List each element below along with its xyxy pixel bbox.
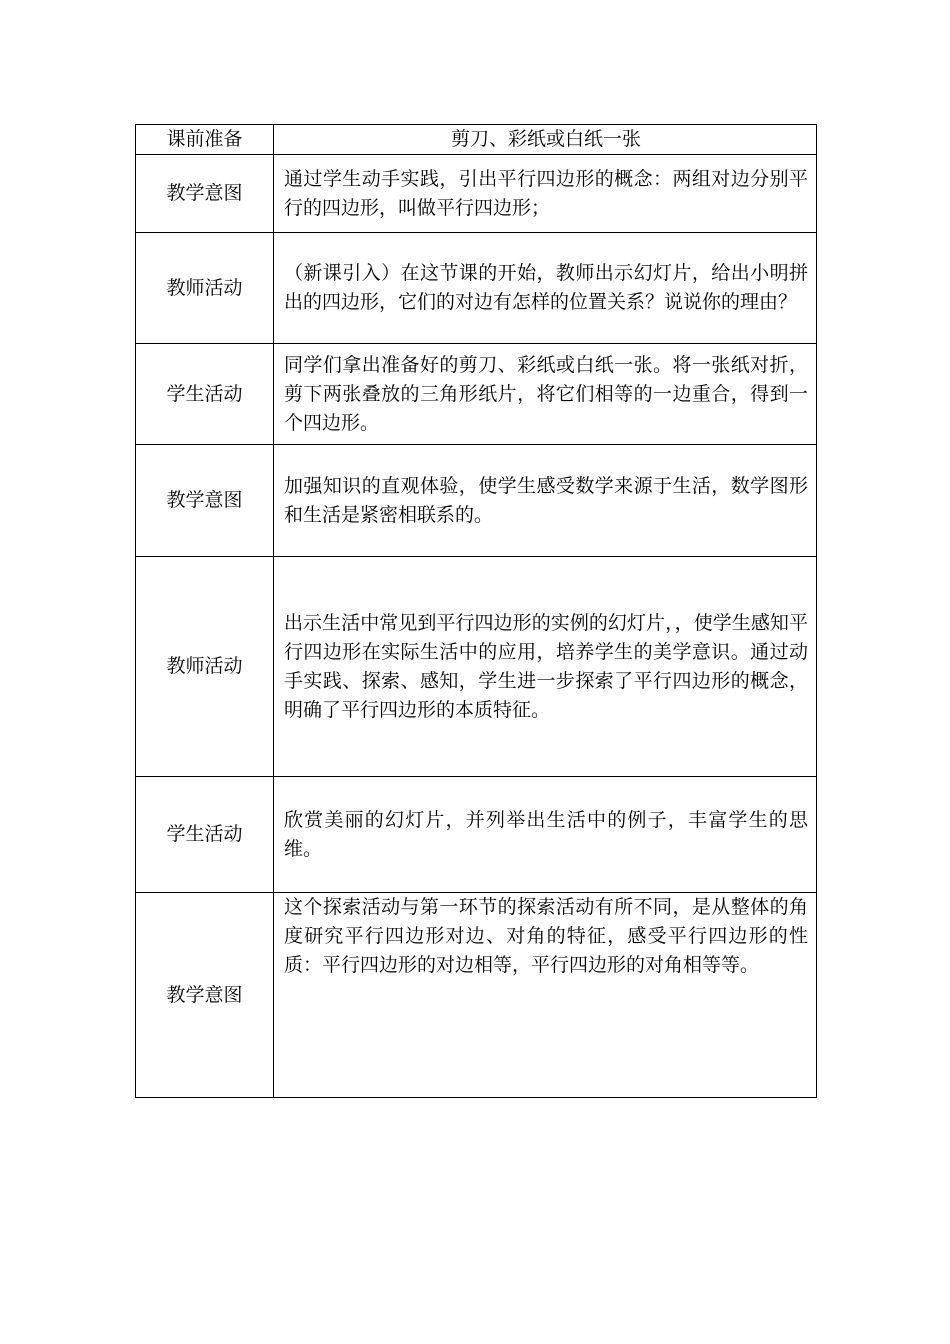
row-content: 出示生活中常见到平行四边形的实例的幻灯片，，使学生感知平行四边形在实际生活中的应用，培养学生的美学意识。通过动手实践、探索、感知，学生进一步探索了平行四边形的概念，明确了平行四边形的本质特征。	[274, 557, 817, 777]
table-row	[136, 344, 817, 445]
row-content: 通过学生动手实践，引出平行四边形的概念：两组对边分别平行的四边形，叫做平行四边形；	[274, 155, 817, 233]
row-label: 学生活动	[136, 777, 274, 893]
table-row	[136, 557, 817, 777]
table-row	[136, 445, 817, 557]
table-row	[136, 155, 817, 233]
row-label: 课前准备	[136, 125, 274, 155]
row-label: 学生活动	[136, 344, 274, 445]
row-content: 加强知识的直观体验，使学生感受数学来源于生活，数学图形和生活是紧密相联系的。	[274, 445, 817, 557]
table-row	[136, 233, 817, 344]
row-content: 欣赏美丽的幻灯片，并列举出生活中的例子，丰富学生的思维。	[274, 777, 817, 893]
row-content: 这个探索活动与第一环节的探索活动有所不同，是从整体的角度研究平行四边形对边、对角的特征，感受平行四边形的性质：平行四边形的对边相等，平行四边形的对角相等等。	[274, 893, 817, 1098]
row-label: 教师活动	[136, 233, 274, 344]
lesson-plan-table	[135, 124, 817, 1098]
row-label: 教学意图	[136, 155, 274, 233]
row-label: 教学意图	[136, 893, 274, 1098]
table-row	[136, 125, 817, 155]
row-content: （新课引入）在这节课的开始，教师出示幻灯片，给出小明拼出的四边形，它们的对边有怎样的位置关系？说说你的理由？	[274, 233, 817, 344]
row-label: 教学意图	[136, 445, 274, 557]
table-row	[136, 893, 817, 1098]
table-row	[136, 777, 817, 893]
row-label: 教师活动	[136, 557, 274, 777]
row-content: 剪刀、彩纸或白纸一张	[274, 125, 817, 155]
row-content: 同学们拿出准备好的剪刀、彩纸或白纸一张。将一张纸对折，剪下两张叠放的三角形纸片，将它们相等的一边重合，得到一个四边形。	[274, 344, 817, 445]
